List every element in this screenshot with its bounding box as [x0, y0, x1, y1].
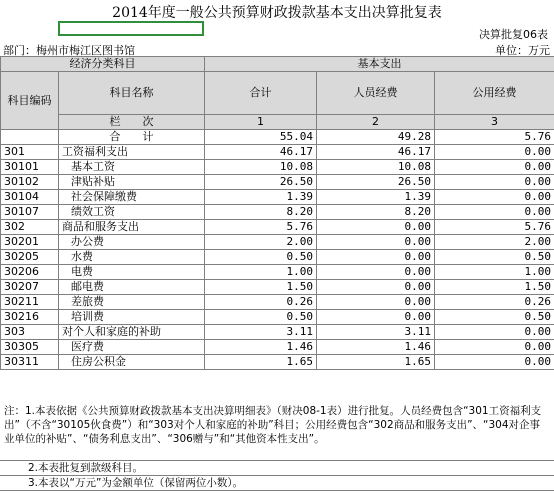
- row-name[interactable]: 水费: [59, 250, 205, 265]
- row-name[interactable]: 差旅费: [59, 295, 205, 310]
- table-row: [1, 325, 554, 340]
- row-name[interactable]: 社会保障缴费: [59, 190, 205, 205]
- row-name[interactable]: 基本工资: [59, 160, 205, 175]
- row-public[interactable]: 0.00: [435, 145, 554, 160]
- table-row: [1, 295, 554, 310]
- row-personnel[interactable]: 8.20: [317, 205, 435, 220]
- row-total[interactable]: 0.26: [205, 295, 317, 310]
- row-public[interactable]: 5.76: [435, 220, 554, 235]
- budget-table: [0, 56, 554, 370]
- table-row: [1, 160, 554, 175]
- row-code[interactable]: 30305: [1, 340, 59, 355]
- table-row: [1, 145, 554, 160]
- row-total[interactable]: 3.11: [205, 325, 317, 340]
- row-personnel[interactable]: 46.17: [317, 145, 435, 160]
- row-public[interactable]: 0.00: [435, 175, 554, 190]
- sum-code[interactable]: [1, 130, 59, 145]
- table-row: [1, 175, 554, 190]
- header-personnel[interactable]: 人员经费: [317, 72, 435, 115]
- row-code[interactable]: 303: [1, 325, 59, 340]
- page-title: 2014年度一般公共预算财政拨款基本支出决算批复表: [112, 5, 442, 21]
- header-econ-class[interactable]: 经济分类科目: [1, 57, 205, 72]
- header-col-label[interactable]: 栏 次: [59, 115, 205, 130]
- header-code[interactable]: 科目编码: [1, 72, 59, 130]
- row-total[interactable]: 0.50: [205, 250, 317, 265]
- sum-public[interactable]: 5.76: [435, 130, 554, 145]
- header-col3[interactable]: 3: [435, 115, 554, 130]
- row-name[interactable]: 邮电费: [59, 280, 205, 295]
- row-code[interactable]: 30207: [1, 280, 59, 295]
- row-name[interactable]: 医疗费: [59, 340, 205, 355]
- row-personnel[interactable]: 0.00: [317, 250, 435, 265]
- header-name[interactable]: 科目名称: [59, 72, 205, 115]
- row-public[interactable]: 1.00: [435, 265, 554, 280]
- row-personnel[interactable]: 0.00: [317, 280, 435, 295]
- table-row: [1, 205, 554, 220]
- table-row: [1, 220, 554, 235]
- row-public[interactable]: 0.50: [435, 250, 554, 265]
- row-personnel[interactable]: 0.00: [317, 295, 435, 310]
- note-1[interactable]: 注：1.本表依据《公共预算财政拨款基本支出决算明细表》（财决08-1表）进行批复。人员经费包含“301工资福利支出”（不含“30105伙食费”）和“303对个人和家庭的补助”科目；公用经费包含“302商品和服务支出”、“304对企事业单位的补贴”、“债务利息支出”、“306赠与”和“其他资本性支出”。: [0, 404, 554, 461]
- row-code[interactable]: 30216: [1, 310, 59, 325]
- row-total[interactable]: 1.46: [205, 340, 317, 355]
- note-3[interactable]: 3.本表以“万元”为金额单位（保留两位小数）。: [0, 476, 554, 491]
- table-row: [1, 265, 554, 280]
- row-name[interactable]: 绩效工资: [59, 205, 205, 220]
- row-name[interactable]: 培训费: [59, 310, 205, 325]
- table-row: [1, 340, 554, 355]
- row-public[interactable]: 0.26: [435, 295, 554, 310]
- row-total[interactable]: 46.17: [205, 145, 317, 160]
- row-name[interactable]: 商品和服务支出: [59, 220, 205, 235]
- row-total[interactable]: 1.39: [205, 190, 317, 205]
- row-public[interactable]: 0.00: [435, 205, 554, 220]
- row-personnel[interactable]: 0.00: [317, 235, 435, 250]
- row-total[interactable]: 10.08: [205, 160, 317, 175]
- header-col1[interactable]: 1: [205, 115, 317, 130]
- table-row: [1, 190, 554, 205]
- table-row: [1, 250, 554, 265]
- row-personnel[interactable]: 26.50: [317, 175, 435, 190]
- row-personnel[interactable]: 0.00: [317, 310, 435, 325]
- row-code[interactable]: 301: [1, 145, 59, 160]
- header-total[interactable]: 合计: [205, 72, 317, 115]
- row-total[interactable]: 0.50: [205, 310, 317, 325]
- note-2[interactable]: 2.本表批复到款级科目。: [0, 461, 554, 476]
- row-personnel[interactable]: 1.46: [317, 340, 435, 355]
- header-public[interactable]: 公用经费: [435, 72, 554, 115]
- row-code[interactable]: 30205: [1, 250, 59, 265]
- row-code[interactable]: 30107: [1, 205, 59, 220]
- notes-section: [0, 404, 554, 491]
- table-row: [1, 310, 554, 325]
- department-label: 部门：梅州市梅江区图书馆: [3, 44, 135, 57]
- row-total[interactable]: 1.00: [205, 265, 317, 280]
- sum-total[interactable]: 55.04: [205, 130, 317, 145]
- row-public[interactable]: 2.00: [435, 235, 554, 250]
- row-total[interactable]: 8.20: [205, 205, 317, 220]
- row-total[interactable]: 26.50: [205, 175, 317, 190]
- row-personnel[interactable]: 3.11: [317, 325, 435, 340]
- row-public[interactable]: 0.00: [435, 190, 554, 205]
- row-personnel[interactable]: 10.08: [317, 160, 435, 175]
- sum-personnel[interactable]: 49.28: [317, 130, 435, 145]
- header-basic-exp[interactable]: 基本支出: [205, 57, 554, 72]
- row-name[interactable]: 办公费: [59, 235, 205, 250]
- row-public[interactable]: 0.00: [435, 160, 554, 175]
- row-personnel[interactable]: 1.65: [317, 355, 435, 370]
- selected-cell[interactable]: [58, 21, 204, 36]
- row-public[interactable]: 0.00: [435, 325, 554, 340]
- table-row: [1, 355, 554, 370]
- row-code[interactable]: 30101: [1, 160, 59, 175]
- row-public[interactable]: 1.50: [435, 280, 554, 295]
- row-total[interactable]: 1.65: [205, 355, 317, 370]
- row-code[interactable]: 30104: [1, 190, 59, 205]
- row-total[interactable]: 1.50: [205, 280, 317, 295]
- row-name[interactable]: 电费: [59, 265, 205, 280]
- row-code[interactable]: 30201: [1, 235, 59, 250]
- row-code[interactable]: 30311: [1, 355, 59, 370]
- table-row: [1, 235, 554, 250]
- row-name[interactable]: 住房公积金: [59, 355, 205, 370]
- row-code[interactable]: 30102: [1, 175, 59, 190]
- row-total[interactable]: 2.00: [205, 235, 317, 250]
- sum-label[interactable]: 合 计: [59, 130, 205, 145]
- form-number: 决算批复06表: [479, 28, 548, 41]
- unit-label: 单位：万元: [495, 44, 550, 57]
- row-code[interactable]: 30211: [1, 295, 59, 310]
- table-row: [1, 280, 554, 295]
- row-personnel[interactable]: 1.39: [317, 190, 435, 205]
- row-name[interactable]: 对个人和家庭的补助: [59, 325, 205, 340]
- row-personnel[interactable]: 0.00: [317, 265, 435, 280]
- row-code[interactable]: 302: [1, 220, 59, 235]
- row-name[interactable]: 工资福利支出: [59, 145, 205, 160]
- row-public[interactable]: 0.50: [435, 310, 554, 325]
- row-name[interactable]: 津贴补贴: [59, 175, 205, 190]
- row-public[interactable]: 0.00: [435, 355, 554, 370]
- header-col2[interactable]: 2: [317, 115, 435, 130]
- row-total[interactable]: 5.76: [205, 220, 317, 235]
- row-code[interactable]: 30206: [1, 265, 59, 280]
- row-public[interactable]: 0.00: [435, 340, 554, 355]
- row-personnel[interactable]: 0.00: [317, 220, 435, 235]
